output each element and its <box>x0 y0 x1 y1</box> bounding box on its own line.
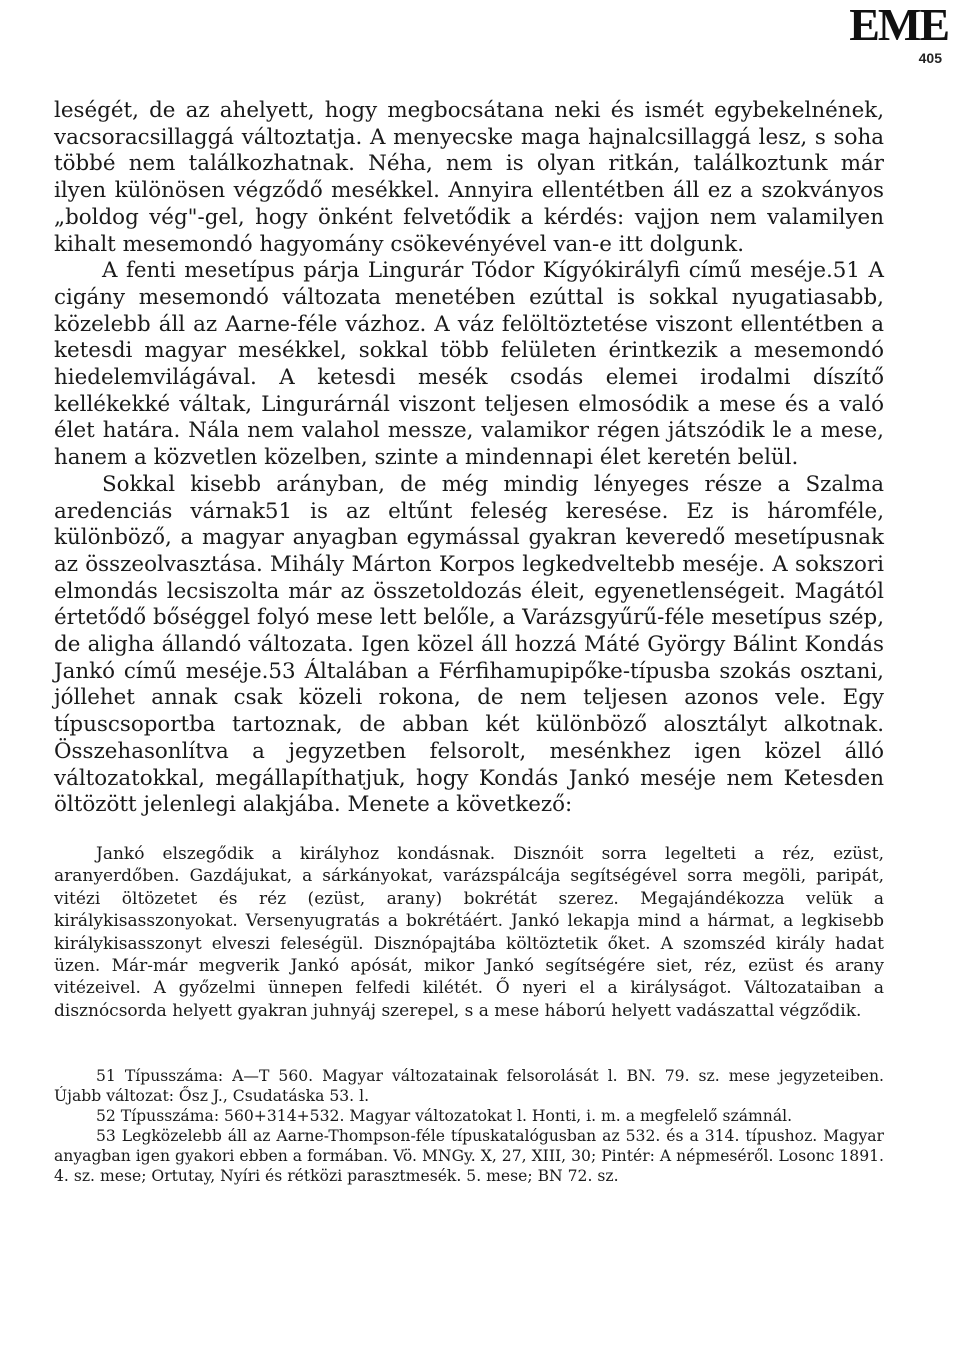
footnotes <box>54 1066 884 1186</box>
page-content <box>54 98 884 1186</box>
footnote-51: 51 Típusszáma: A—T 560. Magyar változatainak felsorolását l. BN. 79. sz. mese jegyzeteiben. Újabb változat: Ősz J., Csudatáska 53. l. <box>54 1067 884 1106</box>
main-text <box>54 98 884 819</box>
paragraph-1: leségét, de az ahelyett, hogy megbocsátana neki és ismét egybekelnének, vacsoracsillaggá változtatja. A menyecske maga hajnalcsillaggá lesz, s soha többé nem találkozhatnak. Néha, nem is olyan ritkán, találkoztunk már ilyen különösen végződő mesékkel. Annyira ellentétben áll ez a szokványos „boldog vég"-gel, hogy önként felvetődik a kérdés: vajjon nem valamilyen kihalt mesemondó hagyomány csökevényével van-e itt dolgunk. <box>54 98 884 257</box>
page-number: 405 <box>918 50 942 66</box>
paragraph-3: Sokkal kisebb arányban, de még mindig lényeges része a Szalma aredenciás várnak51 is az eltűnt feleség keresése. Ez is háromféle, különböző, a magyar anyagban egymással gyakran keveredő mesetípusnak az összeolvasztása. Mihály Márton Korpos legkedveltebb meséje. A sokszori elmondás lecsiszolta már az összetoldozás éleit, egyenetlenségeit. Magától értetődő bőséggel folyó mese lett belőle, a Varázsgyűrű-féle mesetípus szép, de aligha állandó változata. Igen közel áll hozzá Máté György Bálint Kondás Jankó című meséje.53 Általában a Férfihamupipőke-típusba szokás osztani, jóllehet annak csak közeli rokona, de nem teljesen azonos vele. Egy típuscsoportba tartoznak, de abban két különböző alosztályt alkotnak. Összehasonlítva a jegyzetben felsorolt, mesénkhez igen közel álló változatokkal, megállapíthatjuk, hogy Kondás Jankó meséje nem Ketesden öltözött jelenlegi alakjába. Menete a következő: <box>54 471 884 818</box>
paragraph-2: A fenti mesetípus párja Lingurár Tódor Kígyókirályfi című meséje.51 A cigány mesemondó változata menetében ezúttal is sokkal nyugatiasabb, közelebb áll az Aarne-féle vázhoz. A váz felöltöztetése viszont ellentétben a ketesdi magyar mesékkel, sokkal több felületen érintkezik a mesemondó hiedelemvilágával. A ketesdi mesék csodás elemei irodalmi díszítő kellékekké váltak, Lingurárnál viszont teljesen elmosódik a mese és a való élet határa. Nála nem valahol messze, valamikor régen játszódik le a mese, hanem a közvetlen közelben, szinte a mindennapi élet keretén belül. <box>54 258 884 471</box>
tale-summary <box>54 843 884 1022</box>
footnote-53: 53 Legközelebb áll az Aarne-Thompson-féle típuskatalógusban az 532. és a 314. típushoz. Magyar anyagban igen gyakori ebben a formában. Vö. MNGy. X, 27, XIII, 30; Pintér: A népmeséről. Losonc 1891. 4. sz. mese; Ortutay, Nyíri és rétközi parasztmesék. 5. mese; BN 72. sz. <box>54 1127 884 1186</box>
summary-text: Jankó elszegődik a királyhoz kondásnak. Disznóit sorra legelteti a réz, ezüst, aranyerdőben. Gazdájukat, a sárkányokat, varázspálcája segítségével sorra megöli, paripát, vitézi öltözetet és réz (ezüst, arany) bokrétát szerez. Megajándékozza velük a királykisasszonyokat. Versenyugratás a bokrétáért. Jankó lekapja mind a hármat, a legkisebb királykisasszonyt elveszi feleségül. Disznópajtába költöztetik őket. A szomszéd király hadat üzen. Már-már megverik Jankó apósát, mikor Jankó segítségére siet, réz, ezüst és arany vitézeivel. A győzelmi ünnepen felfedi kilétét. Ő nyeri el a királyságot. Változataiban a disznócsorda helyett gyakran juhnyáj szerepel, s a mese háború helyett vadászattal végződik. <box>54 843 884 1021</box>
eme-logo: EME <box>849 0 948 50</box>
footnote-52: 52 Típusszáma: 560+314+532. Magyar változatokat l. Honti, i. m. a megfelelő számnál. <box>96 1107 793 1126</box>
